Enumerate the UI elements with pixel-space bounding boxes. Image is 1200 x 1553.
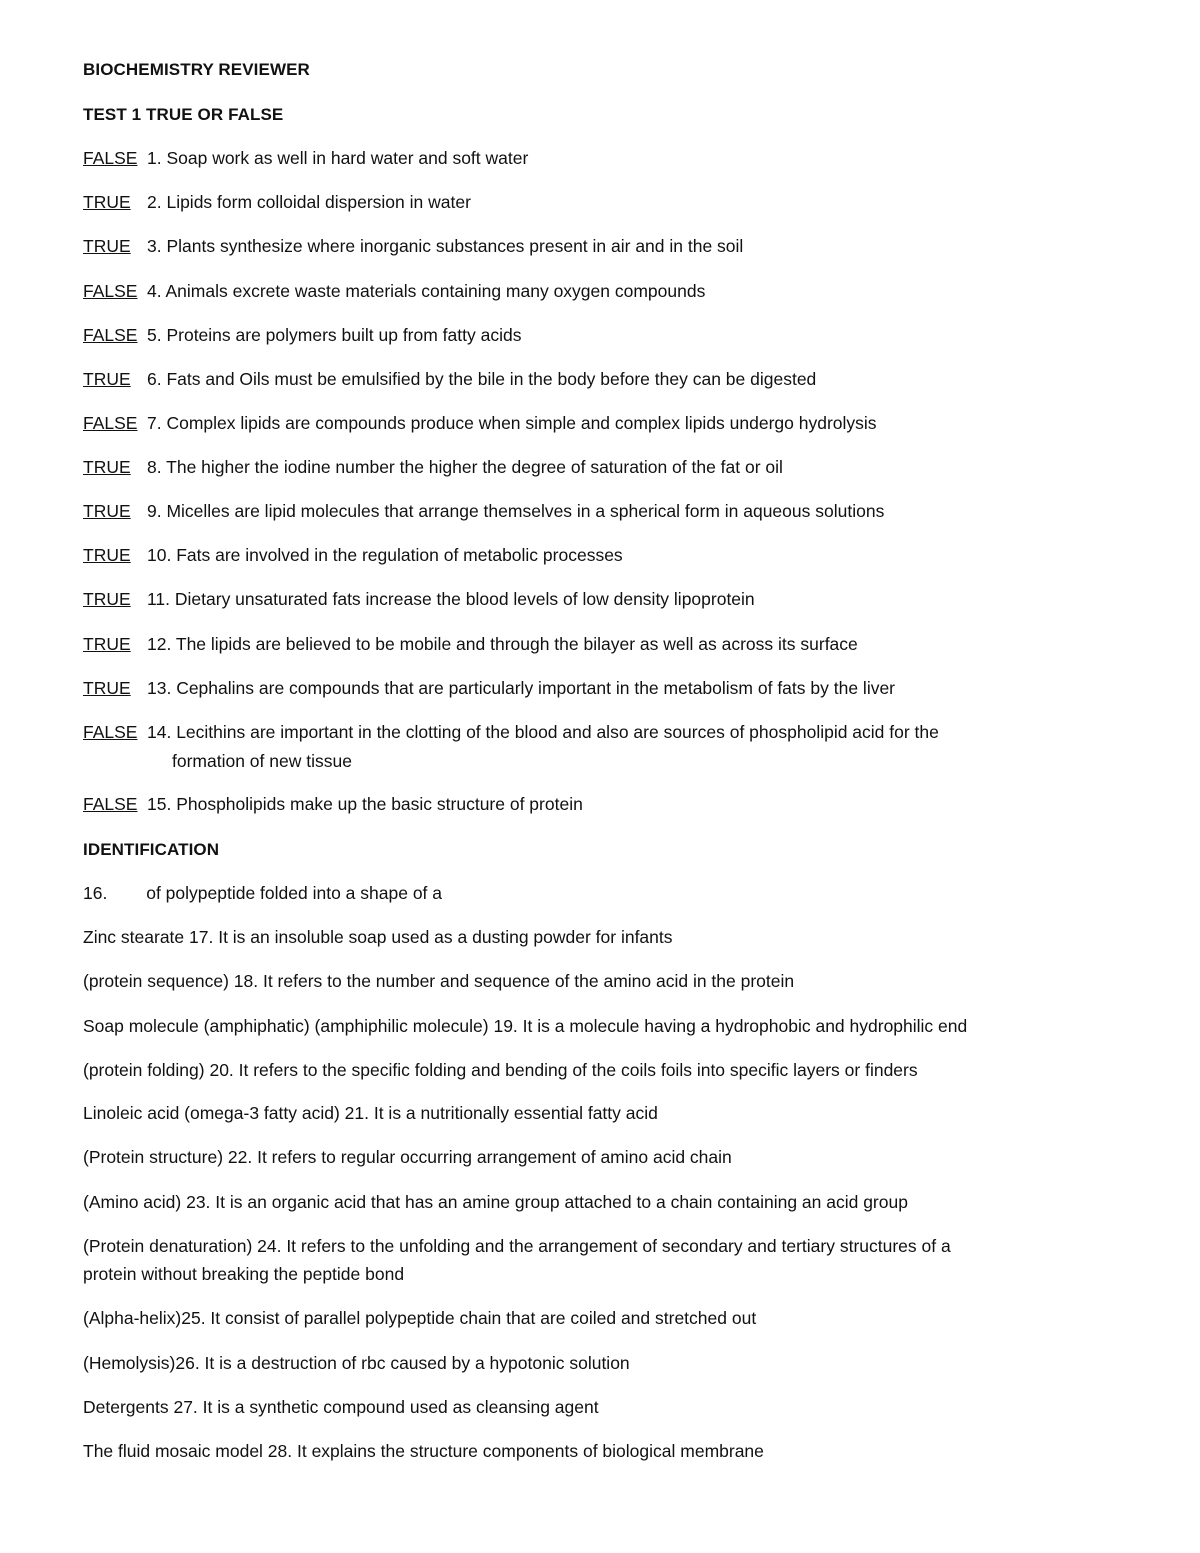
tf-question: 3. Plants synthesize where inorganic substances present in air and in the soil <box>147 236 744 256</box>
id-item-22: (Protein structure) 22. It refers to regular occurring arrangement of amino acid chain <box>83 1147 732 1167</box>
tf-item-7 <box>83 409 877 437</box>
tf-answer: TRUE <box>83 192 131 212</box>
tf-item-11 <box>83 585 755 613</box>
tf-question: 7. Complex lipids are compounds produce when simple and complex lipids undergo hydrolysis <box>147 413 877 433</box>
tf-item-15 <box>83 790 583 818</box>
id-item-24: (Protein denaturation) 24. It refers to the unfolding and the arrangement of secondary and tertiary structures of a <box>83 1236 951 1256</box>
tf-answer: TRUE <box>83 589 131 609</box>
tf-item-5 <box>83 321 521 349</box>
tf-item-14 <box>83 718 939 746</box>
tf-question: 12. The lipids are believed to be mobile and through the bilayer as well as across its surface <box>147 634 858 654</box>
tf-question: 2. Lipids form colloidal dispersion in water <box>147 192 471 212</box>
document-title: BIOCHEMISTRY REVIEWER <box>83 60 310 79</box>
identification-heading: IDENTIFICATION <box>83 840 220 859</box>
tf-item-8 <box>83 453 783 481</box>
tf-question: 14. Lecithins are important in the clotting of the blood and also are sources of phospholipid acid for the <box>147 722 939 742</box>
tf-question: 9. Micelles are lipid molecules that arrange themselves in a spherical form in aqueous solutions <box>147 501 885 521</box>
tf-answer: FALSE <box>83 413 138 433</box>
tf-item-4 <box>83 277 705 305</box>
tf-question: 13. Cephalins are compounds that are particularly important in the metabolism of fats by the liver <box>147 678 896 698</box>
tf-question: 10. Fats are involved in the regulation of metabolic processes <box>147 545 623 565</box>
tf-item-2 <box>83 188 471 216</box>
id-item-28: The fluid mosaic model 28. It explains the structure components of biological membrane <box>83 1441 764 1461</box>
id-item-16: 16. of polypeptide folded into a shape of a <box>83 883 443 903</box>
tf-item-13 <box>83 674 895 702</box>
tf-item-1 <box>83 144 528 172</box>
tf-answer: TRUE <box>83 501 131 521</box>
tf-question: 6. Fats and Oils must be emulsified by the bile in the body before they can be digested <box>147 369 817 389</box>
id-item-20: (protein folding) 20. It refers to the specific folding and bending of the coils foils into specific layers or finders <box>83 1060 918 1080</box>
tf-item-10 <box>83 541 623 569</box>
tf-answer: TRUE <box>83 236 131 256</box>
tf-answer: FALSE <box>83 722 138 742</box>
id-item-24-continuation: protein without breaking the peptide bond <box>83 1264 405 1284</box>
tf-question: 4. Animals excrete waste materials containing many oxygen compounds <box>147 281 706 301</box>
tf-answer: TRUE <box>83 369 131 389</box>
tf-question: 5. Proteins are polymers built up from fatty acids <box>147 325 522 345</box>
tf-item-12 <box>83 630 858 658</box>
tf-answer: TRUE <box>83 545 131 565</box>
id-item-18: (protein sequence) 18. It refers to the number and sequence of the amino acid in the protein <box>83 971 795 991</box>
tf-item-9 <box>83 497 884 525</box>
test1-heading: TEST 1 TRUE OR FALSE <box>83 105 284 124</box>
tf-answer: TRUE <box>83 457 131 477</box>
id-item-23: (Amino acid) 23. It is an organic acid that has an amine group attached to a chain containing an acid group <box>83 1192 908 1212</box>
tf-answer: FALSE <box>83 281 138 301</box>
tf-question: 1. Soap work as well in hard water and soft water <box>147 148 529 168</box>
tf-answer: FALSE <box>83 794 138 814</box>
tf-answer: TRUE <box>83 634 131 654</box>
tf-answer: TRUE <box>83 678 131 698</box>
id-item-21: Linoleic acid (omega-3 fatty acid) 21. It is a nutritionally essential fatty acid <box>83 1103 658 1123</box>
tf-question: 8. The higher the iodine number the higher the degree of saturation of the fat or oil <box>147 457 783 477</box>
id-item-25: (Alpha-helix)25. It consist of parallel polypeptide chain that are coiled and stretched out <box>83 1308 757 1328</box>
id-item-27: Detergents 27. It is a synthetic compound used as cleansing agent <box>83 1397 599 1417</box>
tf-answer: FALSE <box>83 325 138 345</box>
id-item-26: (Hemolysis)26. It is a destruction of rbc caused by a hypotonic solution <box>83 1353 630 1373</box>
tf-answer: FALSE <box>83 148 138 168</box>
tf-question: 15. Phospholipids make up the basic structure of protein <box>147 794 583 814</box>
id-item-17: Zinc stearate 17. It is an insoluble soap used as a dusting powder for infants <box>83 927 673 947</box>
tf-item-3 <box>83 232 743 260</box>
tf-question: 11. Dietary unsaturated fats increase the blood levels of low density lipoprotein <box>147 589 755 609</box>
tf-item-14-continuation: formation of new tissue <box>172 751 352 771</box>
tf-item-6 <box>83 365 816 393</box>
id-item-19: Soap molecule (amphiphatic) (amphiphilic molecule) 19. It is a molecule having a hydrophobic and hydrophilic end <box>83 1016 968 1036</box>
